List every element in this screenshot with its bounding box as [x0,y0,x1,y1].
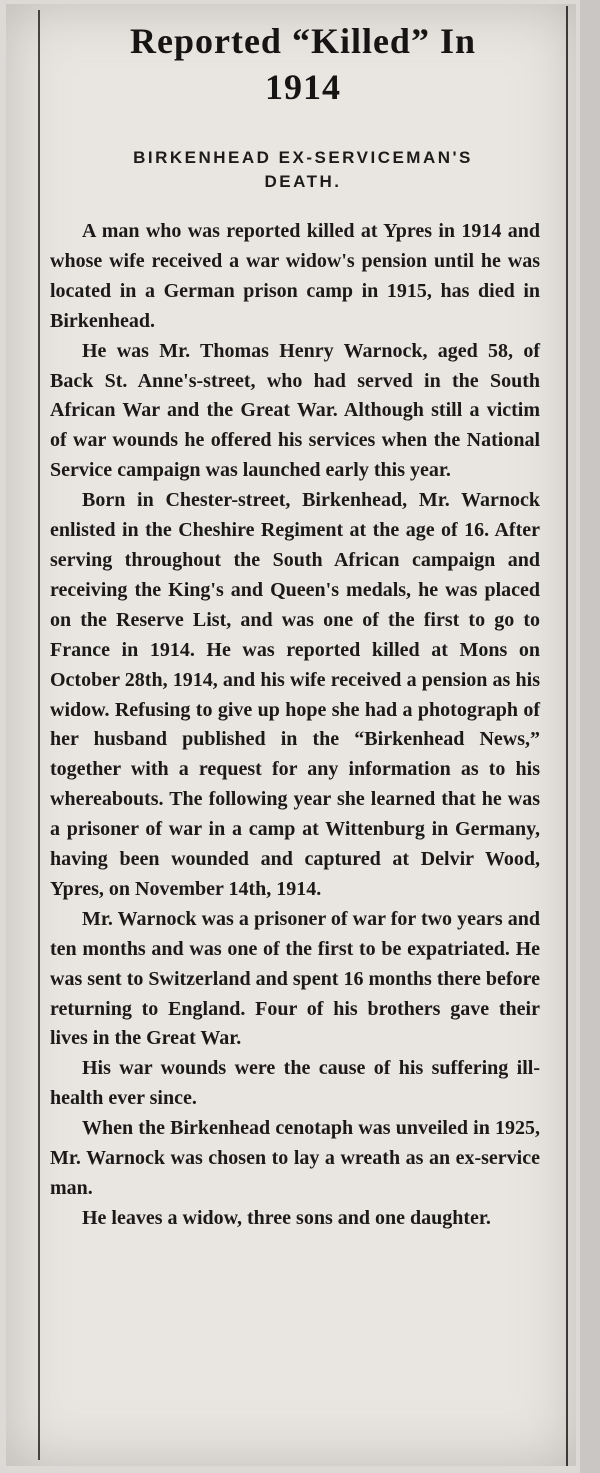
page-margin [580,0,600,1473]
column-rule-right [566,6,568,1466]
paragraph-6: When the Birkenhead cenotaph was unveiled in 1925, Mr. Warnock was chosen to lay a wreath as an ex-service man. [50,1117,540,1199]
paragraph-4: Mr. Warnock was a prisoner of war for two years and ten months and was one of the first to be expatriated. He was sent to Switzerland and spent 16 months there before returning to England. Four of his brothers gave their lives in the Great War. [50,907,540,1050]
headline [44,18,562,110]
paragraph-1: A man who was reported killed at Ypres in 1914 and whose wife received a war widow's pension until he was located in a German prison camp in 1915, has died in Birkenhead. [50,220,540,332]
subheadline [50,146,556,194]
subheadline-line-2: DEATH. [264,172,342,191]
article-body [50,217,540,1234]
subheadline-line-1: BIRKENHEAD EX-SERVICEMAN'S [133,148,473,167]
column-rule-left [38,10,40,1460]
headline-line-1: Reported “Killed” In [129,21,476,61]
paragraph-7: He leaves a widow, three sons and one daughter. [82,1206,491,1229]
paragraph-2: He was Mr. Thomas Henry Warnock, aged 58, of Back St. Anne's-street, who had served in the South African War and the Great War. Although still a victim of war wounds he offered his services when the National Service campaign was launched early this year. [50,339,540,482]
paragraph-5: His war wounds were the cause of his suffering ill-health ever since. [50,1057,540,1110]
headline-line-2: 1914 [265,67,341,107]
paragraph-3: Born in Chester-street, Birkenhead, Mr. Warnock enlisted in the Cheshire Regiment at the age of 16. After serving throughout the South African campaign and receiving the King's and Queen's medals, he was placed on the Reserve List, and was one of the first to go to France in 1914. He was reported killed at Mons on October 28th, 1914, and his wife received a pension as his widow. Refusing to give up hope she had a photograph of her husband published in the “Birkenhead News,” together with a request for any information as to his whereabouts. The following year she learned that he was a prisoner of war in a camp at Wittenburg in Germany, having been wounded and captured at Delvir Wood, Ypres, on November 14th, 1914. [50,489,540,900]
